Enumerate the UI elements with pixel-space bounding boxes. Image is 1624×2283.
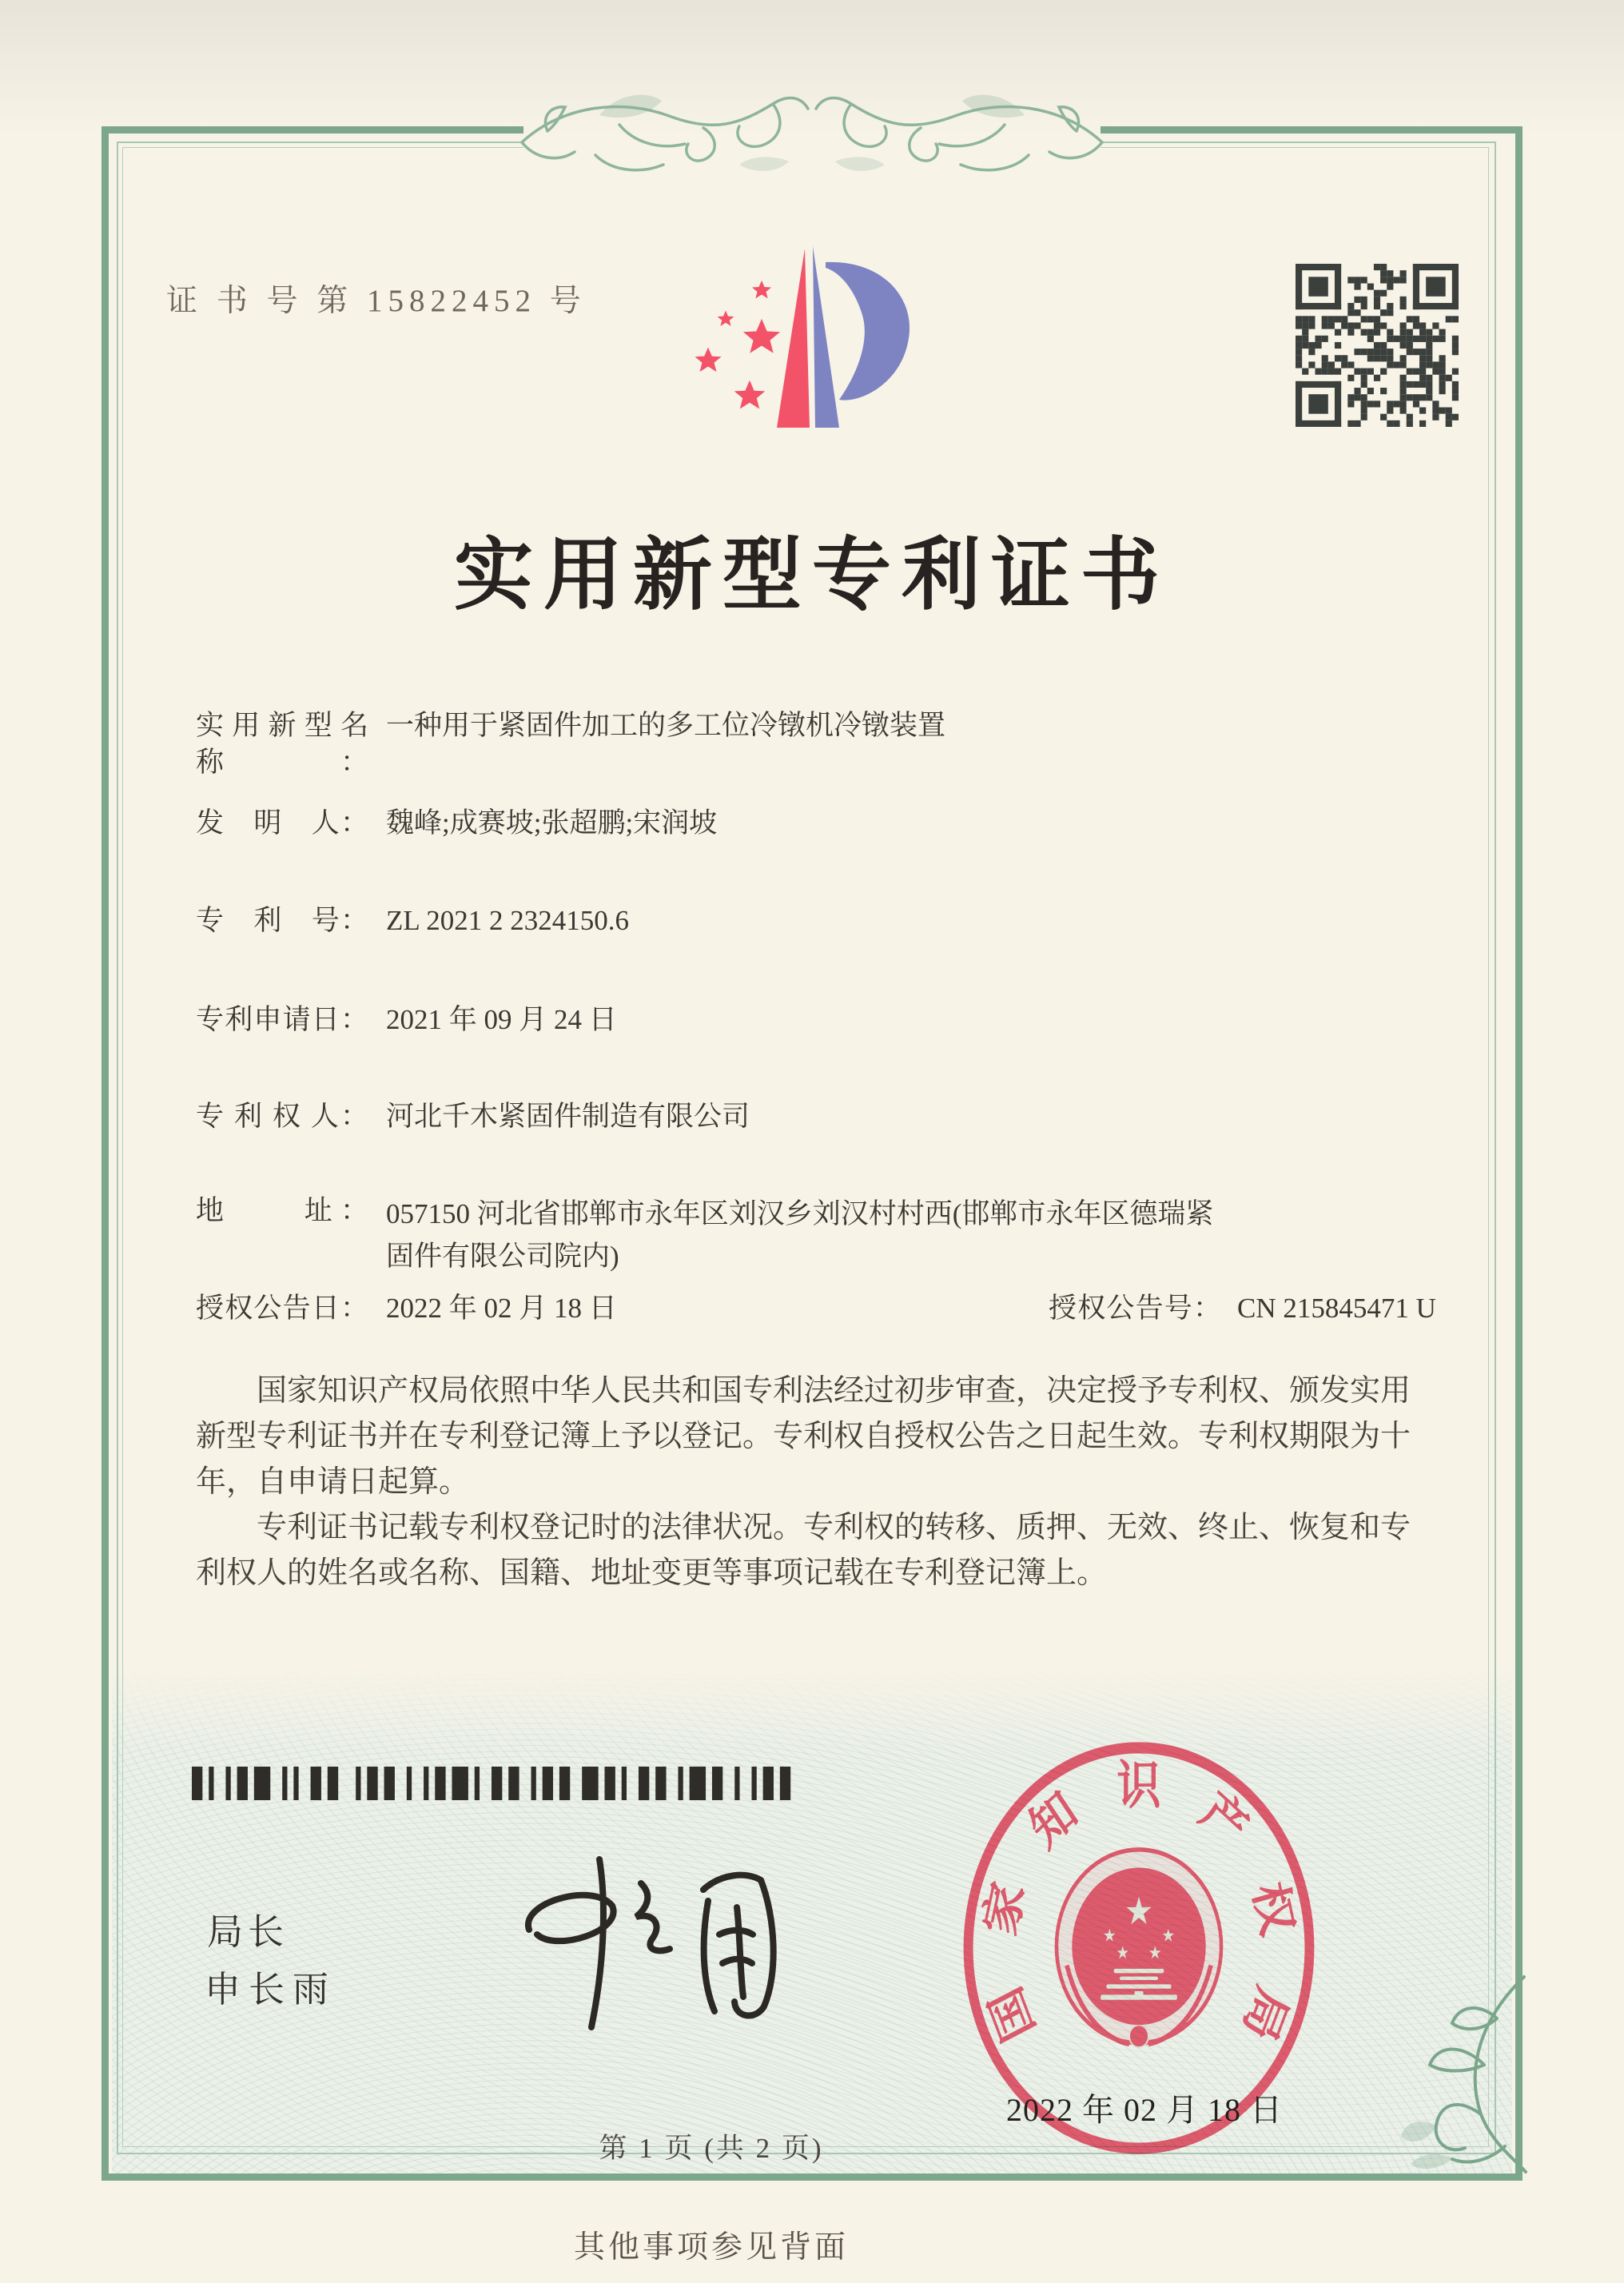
certificate-title: 实用新型专利证书 [454, 532, 1170, 620]
field-patent-number [196, 902, 629, 939]
field-value: 魏峰;成赛坡;张超鹏;宋润坡 [386, 807, 718, 839]
svg-text:国: 国 [981, 1978, 1045, 2050]
field-value: 一种用于紧固件加工的多工位冷镦机冷镦装置 [386, 710, 946, 741]
svg-text:★: ★ [1102, 1924, 1116, 1946]
field-label: 专 利 权 人： [196, 1101, 368, 1132]
field-value: ZL 2021 2 2324150.6 [386, 905, 629, 936]
director-signature-handwriting [480, 1853, 855, 2037]
corner-flourish-icon [1363, 1970, 1530, 2185]
svg-text:★: ★ [1161, 1924, 1176, 1946]
qr-code [1296, 264, 1459, 427]
grant-number-label: 授权公告号： [1049, 1293, 1221, 1324]
svg-text:★: ★ [1124, 1889, 1154, 1934]
back-side-note: 其他事项参见背面 [573, 2230, 849, 2265]
office-title-label: 局长 [207, 1912, 289, 1952]
office-name-label: 申长雨 [205, 1970, 337, 2010]
svg-text:权: 权 [1243, 1876, 1302, 1942]
field-value: 057150 河北省邯郸市永年区刘汉乡刘汉村村西(邯郸市永年区德瑞紧固件有限公司院内) [386, 1198, 1214, 1272]
field-label: 发 明 人： [196, 807, 368, 839]
legal-paragraph-register: 专利证书记载专利权登记时的法律状况。专利权的转移、质押、无效、终止、恢复和专利权人的姓名或名称、国籍、地址变更等事项记载在专利登记簿上。 [196, 1511, 1411, 1590]
seal-date: 2022 年 02 月 18 日 [1006, 2092, 1283, 2128]
page-number: 第 1 页 (共 2 页) [599, 2133, 824, 2164]
field-value: 2021 年 09 月 24 日 [386, 1004, 617, 1035]
grant-date-value: 2022 年 02 月 18 日 [386, 1293, 617, 1324]
field-inventors [196, 805, 717, 842]
svg-text:★: ★ [1116, 1942, 1130, 1963]
grant-number-value: CN 215845471 U [1237, 1293, 1436, 1324]
barcode [192, 1767, 791, 1800]
field-patentee [196, 1098, 750, 1135]
seal-national-emblem [1057, 1850, 1221, 2047]
field-label: 专 利 号： [196, 905, 368, 936]
svg-text:识: 识 [1116, 1757, 1161, 1815]
field-label: 地 址： [196, 1195, 368, 1226]
svg-text:★: ★ [1148, 1942, 1162, 1963]
svg-text:家: 家 [976, 1876, 1035, 1942]
legal-text [196, 1369, 1436, 1596]
field-utility-model-name [196, 707, 945, 781]
field-filing-date [196, 1002, 617, 1038]
svg-text:知: 知 [1021, 1782, 1087, 1859]
svg-text:产: 产 [1191, 1782, 1256, 1859]
photo-shading [0, 0, 1624, 136]
field-address [196, 1193, 1221, 1277]
field-value: 河北千木紧固件制造有限公司 [386, 1101, 750, 1132]
legal-paragraph-grant: 国家知识产权局依照中华人民共和国专利法经过初步审查，决定授予专利权、颁发实用新型专利证书并在专利登记簿上予以登记。专利权自授权公告之日起生效。专利权期限为十年，自申请日起算。 [196, 1374, 1411, 1499]
svg-text:局: 局 [1233, 1978, 1296, 2050]
field-label: 实用新型名称： [196, 710, 368, 778]
field-grant-row [196, 1290, 1475, 1327]
grant-date-label: 授权公告日： [196, 1293, 368, 1324]
cnipa-logo-icon [679, 234, 919, 466]
certificate-number: 证 书 号 第 15822452 号 [166, 284, 587, 318]
grant-number-group [1049, 1290, 1436, 1327]
logo-stars [695, 281, 781, 409]
field-label: 专利申请日： [196, 1004, 368, 1035]
